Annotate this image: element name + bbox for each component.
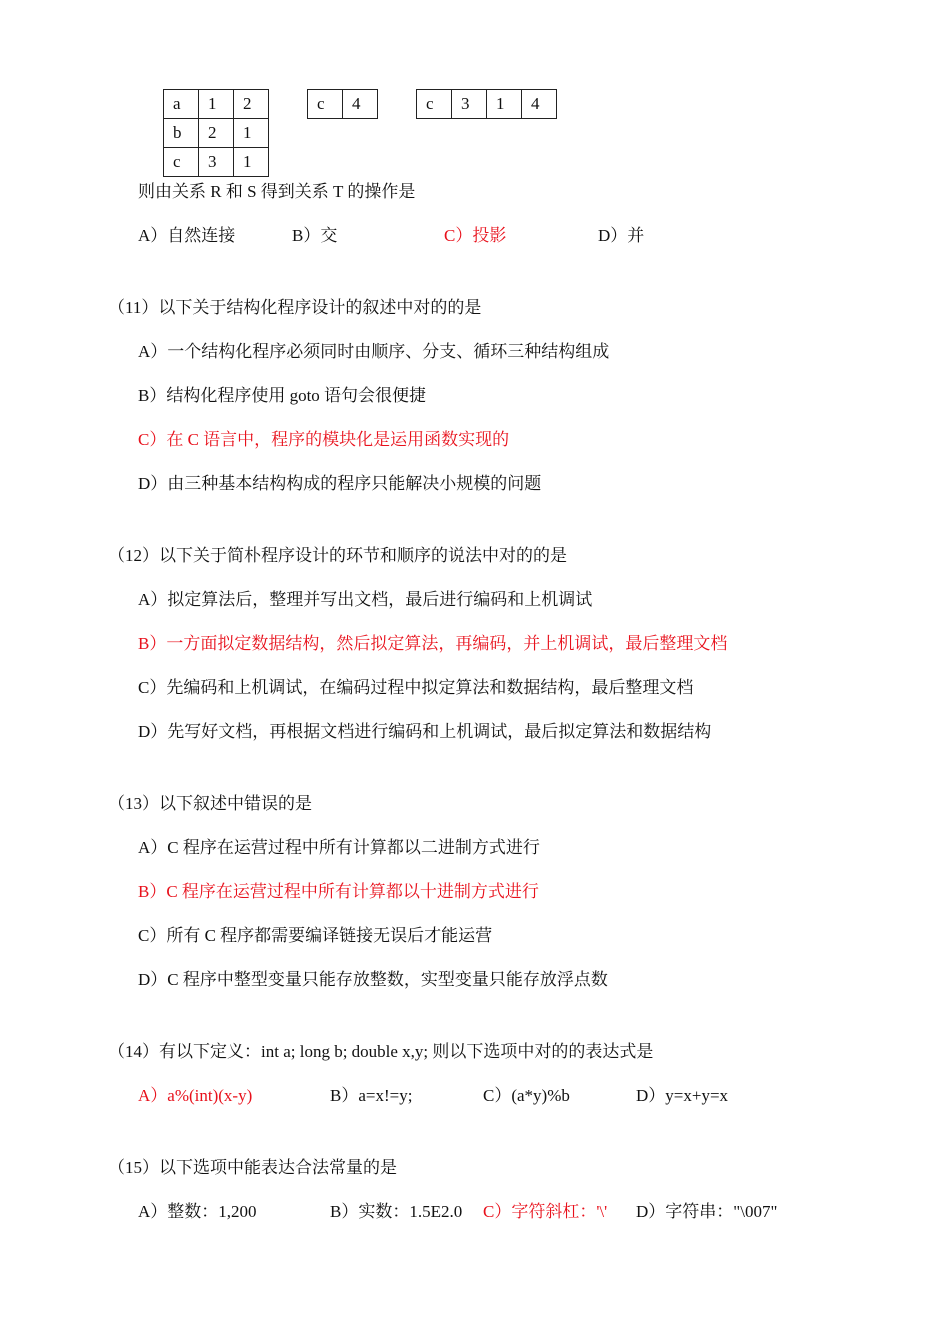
table-cell: c	[308, 90, 343, 119]
relation-t-table	[416, 89, 557, 119]
option-a: A）整数：1,200	[138, 1202, 257, 1221]
relation-s-table	[307, 89, 378, 119]
option-a: A）拟定算法后，整理并写出文档，最后进行编码和上机调试	[138, 590, 593, 609]
option-d: D）y=x+y=x	[636, 1086, 729, 1105]
option-b-answer: B）C 程序在运营过程中所有计算都以十进制方式进行	[138, 882, 539, 901]
option-d: D）字符串："\007"	[636, 1202, 778, 1221]
table-row	[164, 119, 269, 148]
option-b: B）实数：1.5E2.0	[330, 1202, 463, 1221]
option-a: A）自然连接	[138, 226, 236, 245]
table-cell: 3	[199, 148, 234, 177]
table-cell: c	[164, 148, 199, 177]
option-b: B）a=x!=y;	[330, 1086, 413, 1105]
question-stem: （14）有以下定义：int a; long b; double x,y; 则以下选项中对的的表达式是	[108, 1042, 654, 1061]
option-a: A）一个结构化程序必须同时由顺序、分支、循环三种结构组成	[138, 342, 610, 361]
question-stem: （13）以下叙述中错误的是	[108, 794, 312, 813]
table-cell: 3	[452, 90, 487, 119]
table-cell: b	[164, 119, 199, 148]
table-cell: a	[164, 90, 199, 119]
option-a: A）C 程序在运营过程中所有计算都以二进制方式进行	[138, 838, 540, 857]
table-cell: 4	[343, 90, 378, 119]
question-stem: （11）以下关于结构化程序设计的叙述中对的的是	[108, 298, 482, 317]
table-row	[164, 90, 269, 119]
table-cell: 1	[234, 119, 269, 148]
table-cell: 2	[234, 90, 269, 119]
table-row	[417, 90, 557, 119]
table-cell: 4	[522, 90, 557, 119]
table-cell: 1	[199, 90, 234, 119]
table-cell: 2	[199, 119, 234, 148]
option-b: B）交	[292, 226, 338, 245]
option-c-answer: C）投影	[444, 226, 507, 245]
option-c-answer: C）在 C 语言中，程序的模块化是运用函数实现的	[138, 430, 510, 449]
table-cell: c	[417, 90, 452, 119]
table-cell: 1	[487, 90, 522, 119]
option-c: C）(a*y)%b	[483, 1086, 570, 1105]
option-c: C）所有 C 程序都需要编译链接无误后才能运营	[138, 926, 493, 945]
question-stem: 则由关系 R 和 S 得到关系 T 的操作是	[138, 182, 416, 201]
table-row	[308, 90, 378, 119]
option-b: B）结构化程序使用 goto 语句会很便捷	[138, 386, 427, 405]
question-stem: （12）以下关于简朴程序设计的环节和顺序的说法中对的的是	[108, 546, 567, 565]
option-c: C）先编码和上机调试，在编码过程中拟定算法和数据结构，最后整理文档	[138, 678, 694, 697]
relation-r-table	[163, 89, 269, 177]
option-d: D）先写好文档，再根据文档进行编码和上机调试，最后拟定算法和数据结构	[138, 722, 712, 741]
option-a-answer: A）a%(int)(x-y)	[138, 1086, 253, 1105]
question-stem: （15）以下选项中能表达合法常量的是	[108, 1158, 397, 1177]
option-d: D）由三种基本结构构成的程序只能解决小规模的问题	[138, 474, 542, 493]
table-row	[164, 148, 269, 177]
option-c-answer: C）字符斜杠：'\'	[483, 1202, 608, 1221]
option-b-answer: B）一方面拟定数据结构，然后拟定算法，再编码，并上机调试，最后整理文档	[138, 634, 728, 653]
table-cell: 1	[234, 148, 269, 177]
option-d: D）C 程序中整型变量只能存放整数，实型变量只能存放浮点数	[138, 970, 608, 989]
option-d: D）并	[598, 226, 645, 245]
